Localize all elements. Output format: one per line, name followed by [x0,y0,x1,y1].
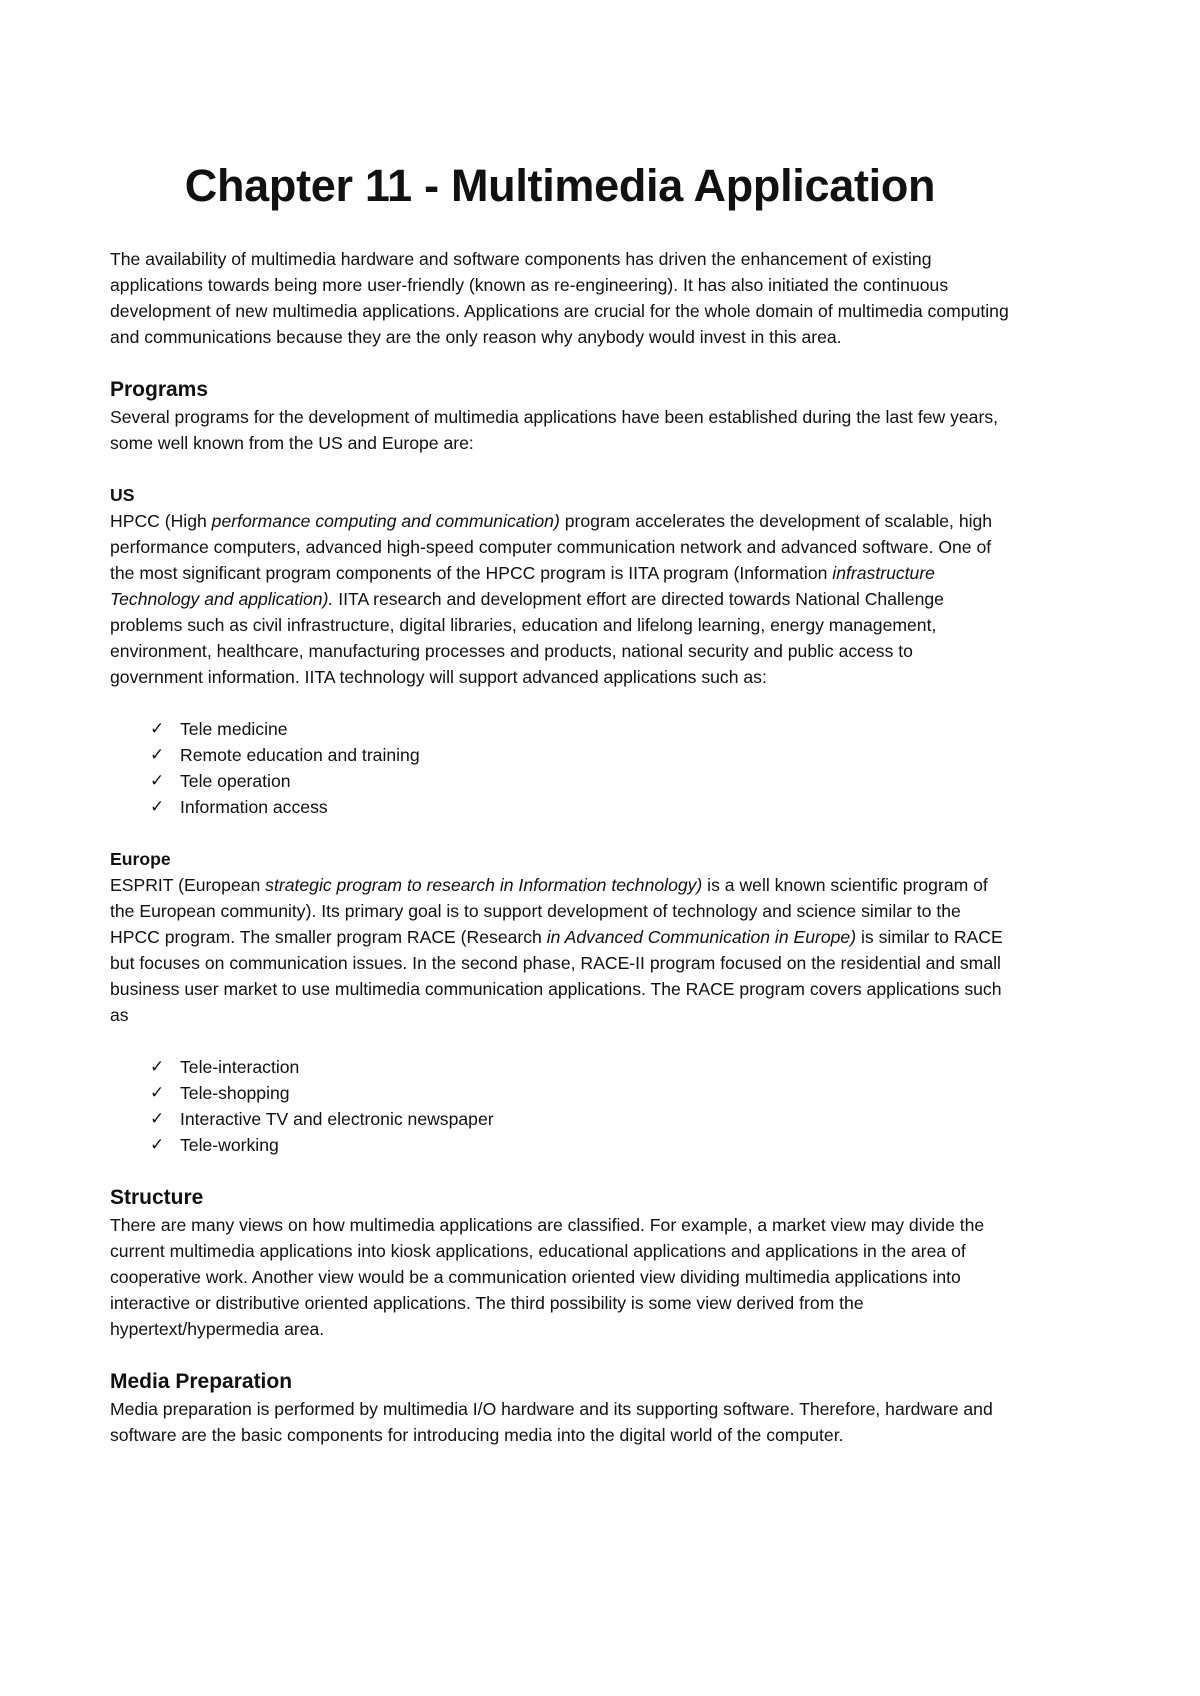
list-item [150,768,1010,794]
us-applications-list [110,716,1010,820]
europe-paragraph [110,872,1010,1028]
us-text-2-italic: infrastructure Technology and application). [110,563,935,609]
europe-heading: Europe [110,849,171,869]
europe-applications-list [110,1054,1010,1158]
list-item [150,742,1010,768]
us-text-1-italic: performance computing and communication) [211,511,560,531]
structure-paragraph: There are many views on how multimedia applications are classified. For example, a market view may divide the current multimedia applications into kiosk applications, educational applications and applications in the area of cooperative work. Another view would be a communication oriented view dividing multimedia applications into interactive or distributive oriented applications. The third possibility is some view derived from the hypertext/hypermedia area. [110,1215,985,1339]
check-icon: ✓ [150,719,165,739]
europe-text-2: is a well known scientific program of the European community). Its primary goal is to support development of technology and science similar to the HPCC program. The smaller program RACE (Research [110,875,988,947]
list-item [150,1080,1010,1106]
list-item [150,1054,1010,1080]
us-text-1: HPCC (High [110,511,212,531]
us-text-3: IITA research and development effort are directed towards National Challenge problems such as civil infrastructure, digital libraries, education and lifelong learning, energy management, environment, healthcare, manufacturing processes and products, national security and public access to government information. IITA technology will support advanced applications such as: [110,589,944,687]
check-icon: ✓ [150,1057,165,1077]
list-item-label: Interactive TV and electronic newspaper [180,1109,494,1129]
check-icon: ✓ [150,1135,165,1155]
list-item-label: Information access [180,797,328,817]
check-icon: ✓ [150,797,165,817]
list-item-label: Tele-working [180,1135,279,1155]
media-preparation-heading: Media Preparation [110,1370,293,1393]
europe-text-1-italic: strategic program to research in Information technology) [265,875,703,895]
check-icon: ✓ [150,1083,165,1103]
list-item [150,1106,1010,1132]
list-item-label: Tele-shopping [180,1083,290,1103]
intro-paragraph: The availability of multimedia hardware and software components has driven the enhancement of existing applications towards being more user-friendly (known as re-engineering). It has also initiated the continuous development of new multimedia applications. Applications are crucial for the whole domain of multimedia computing and communications because they are the only reason why anybody would invest in this area. [110,249,1009,347]
us-text-2: program accelerates the development of scalable, high performance computers, advanced high-speed computer communication network and advanced software. One of the most significant program components of the HPCC program is IITA program (Information [110,511,993,583]
document-page [110,160,1010,1448]
list-item-label: Tele-interaction [180,1057,300,1077]
us-heading: US [110,485,135,505]
media-preparation-paragraph: Media preparation is performed by multimedia I/O hardware and its supporting software. Therefore, hardware and software are the basic components for introducing media into the digital world of the computer. [110,1399,993,1445]
europe-text-3: is similar to RACE but focuses on communication issues. In the second phase, RACE-II program focused on the residential and small business user market to use multimedia communication applications. The RACE program covers applications such as [110,927,1003,1025]
programs-paragraph: Several programs for the development of multimedia applications have been established during the last few years, some well known from the US and Europe are: [110,407,999,453]
list-item [150,716,1010,742]
list-item [150,1132,1010,1158]
us-paragraph [110,508,1010,690]
europe-text-1: ESPRIT (European [110,875,266,895]
check-icon: ✓ [150,745,165,765]
page-title: Chapter 11 - Multimedia Application [184,160,936,211]
list-item [150,794,1010,820]
list-item-label: Tele operation [180,771,291,791]
list-item-label: Tele medicine [180,719,288,739]
check-icon: ✓ [150,1109,165,1129]
list-item-label: Remote education and training [180,745,420,765]
europe-text-2-italic: in Advanced Communication in Europe) [546,927,857,947]
structure-heading: Structure [110,1186,204,1209]
programs-heading: Programs [110,378,209,401]
check-icon: ✓ [150,771,165,791]
